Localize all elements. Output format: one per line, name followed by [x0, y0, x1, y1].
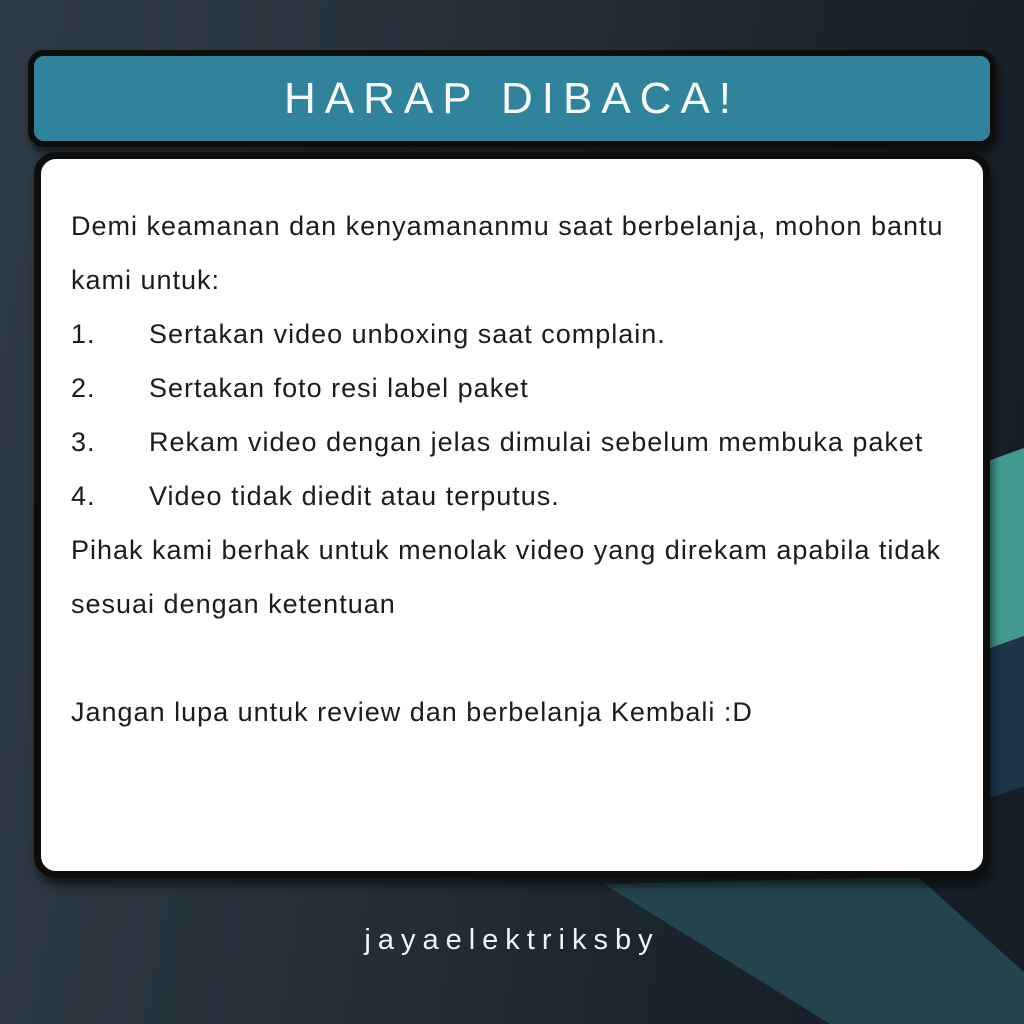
list-item-number: 4.: [71, 481, 96, 511]
list-item: [71, 469, 955, 523]
note-text: Pihak kami berhak untuk menolak video yang direkam apabila tidak sesuai dengan ketentuan: [71, 535, 941, 619]
list-item: [71, 415, 955, 469]
notice-card: [34, 152, 990, 878]
closing-text: Jangan lupa untuk review dan berbelanja Kembali :D: [71, 697, 753, 727]
list-item-text: Sertakan foto resi label paket: [149, 373, 529, 403]
list-item-text: Rekam video dengan jelas dimulai sebelum membuka paket: [149, 427, 924, 457]
list-item: [71, 361, 955, 415]
store-name: jayaelektriksby: [364, 924, 660, 956]
header-banner: [28, 50, 996, 147]
list-item-number: 2.: [71, 373, 96, 403]
intro-text: Demi keamanan dan kenyamananmu saat berbelanja, mohon bantu kami untuk:: [71, 211, 944, 295]
list-item: [71, 307, 955, 361]
list-item-text: Video tidak diedit atau terputus.: [149, 481, 560, 511]
list-item-number: 3.: [71, 427, 96, 457]
list-item-text: Sertakan video unboxing saat complain.: [149, 319, 666, 349]
page-title: HARAP DIBACA!: [283, 73, 741, 123]
list-item-number: 1.: [71, 319, 96, 349]
